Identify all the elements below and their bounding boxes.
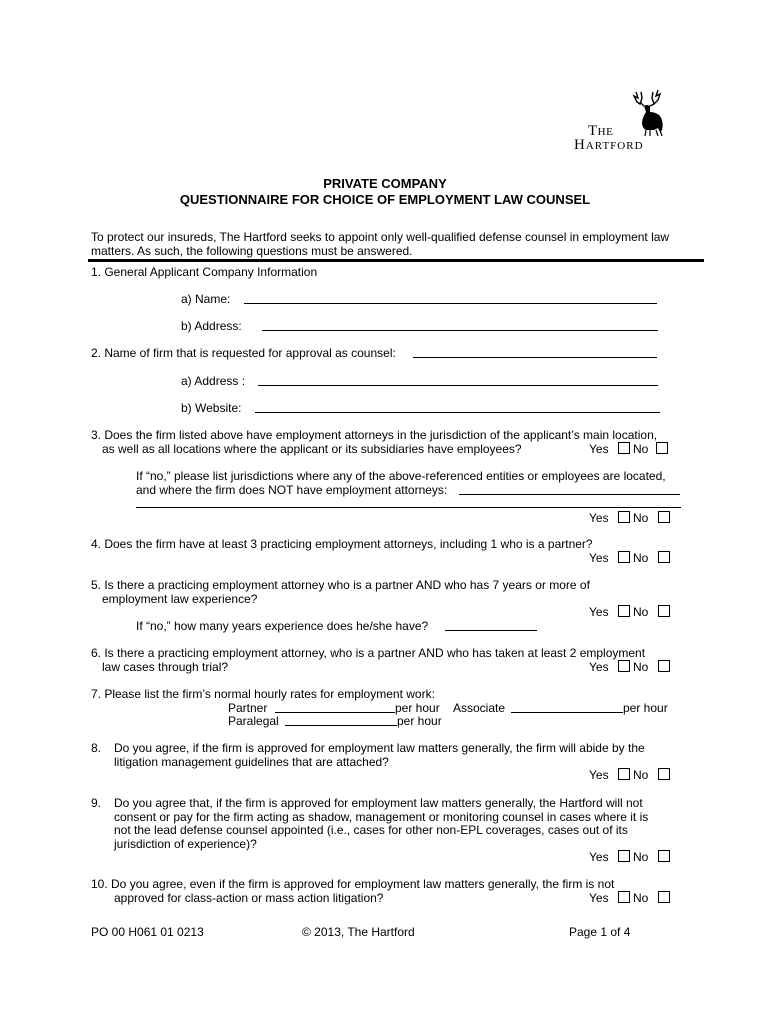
question-subtext: If “no,” please list jurisdictions where any of the above-referenced entities or employees are located, bbox=[136, 469, 666, 483]
no-label: No bbox=[633, 768, 649, 782]
yes-checkbox[interactable] bbox=[618, 442, 630, 454]
copyright: © 2013, The Hartford bbox=[302, 925, 415, 939]
question-text: 4. Does the firm have at least 3 practicing employment attorneys, including 1 who is a partner? bbox=[91, 537, 593, 551]
no-label: No bbox=[633, 551, 649, 565]
jurisdictions-field[interactable] bbox=[459, 494, 680, 495]
address-field[interactable] bbox=[262, 330, 658, 331]
yes-checkbox[interactable] bbox=[618, 605, 630, 617]
field-label: a) Name: bbox=[181, 292, 231, 306]
no-checkbox[interactable] bbox=[658, 660, 670, 672]
no-checkbox[interactable] bbox=[658, 551, 670, 563]
partner-rate-field[interactable] bbox=[275, 712, 395, 713]
no-label: No bbox=[633, 660, 649, 674]
rate-label-associate: Associate bbox=[453, 701, 506, 715]
no-label: No bbox=[633, 511, 649, 525]
question-text: 6. Is there a practicing employment attorney, who is a partner AND who has taken at least 2 employment bbox=[91, 646, 646, 660]
no-checkbox[interactable] bbox=[658, 511, 670, 523]
question-text: as well as all locations where the applicant or its subsidiaries have employees? bbox=[102, 442, 522, 456]
question-text: not the lead defense counsel appointed (i.e., cases for other non-EPL coverages, cases out of its bbox=[114, 823, 628, 837]
field-label: b) Website: bbox=[181, 401, 242, 415]
field-label: a) Address : bbox=[181, 374, 246, 388]
rate-label-partner: Partner bbox=[228, 701, 268, 715]
yes-label: Yes bbox=[589, 850, 609, 864]
no-checkbox[interactable] bbox=[656, 442, 668, 454]
question-text: employment law experience? bbox=[102, 592, 258, 606]
associate-rate-field[interactable] bbox=[511, 712, 623, 713]
question-number: 9. bbox=[91, 796, 102, 810]
section-divider bbox=[88, 259, 704, 262]
yes-label: Yes bbox=[589, 551, 609, 565]
per-hour-label: per hour bbox=[397, 714, 442, 728]
intro-text: matters. As such, the following questions must be answered. bbox=[91, 244, 413, 258]
page-title: PRIVATE COMPANY bbox=[323, 176, 447, 191]
question-text: 5. Is there a practicing employment attorney who is a partner AND who has 7 years or more of bbox=[91, 578, 590, 592]
no-checkbox[interactable] bbox=[658, 850, 670, 862]
stag-icon bbox=[628, 88, 672, 138]
jurisdictions-field-line-2[interactable] bbox=[136, 507, 681, 508]
question-subtext: If “no,” how many years experience does he/she have? bbox=[136, 619, 429, 633]
question-label: 2. Name of firm that is requested for approval as counsel: bbox=[91, 346, 396, 360]
rate-label-paralegal: Paralegal bbox=[228, 714, 279, 728]
per-hour-label: per hour bbox=[395, 701, 440, 715]
page-number: Page 1 of 4 bbox=[569, 925, 631, 939]
no-label: No bbox=[633, 850, 649, 864]
no-label: No bbox=[633, 442, 649, 456]
no-label: No bbox=[633, 605, 649, 619]
yes-label: Yes bbox=[589, 768, 609, 782]
firm-address-field[interactable] bbox=[258, 385, 658, 386]
no-label: No bbox=[633, 891, 649, 905]
logo-line-hartford: Hartford bbox=[574, 137, 644, 153]
logo-line-the: The bbox=[588, 123, 614, 139]
yes-label: Yes bbox=[589, 605, 609, 619]
yes-checkbox[interactable] bbox=[618, 551, 630, 563]
no-checkbox[interactable] bbox=[658, 768, 670, 780]
firm-name-field[interactable] bbox=[413, 357, 657, 358]
yes-checkbox[interactable] bbox=[618, 891, 630, 903]
question-text: consent or pay for the firm acting as shadow, management or monitoring counsel in cases where it is bbox=[114, 810, 649, 824]
form-number: PO 00 H061 01 0213 bbox=[91, 925, 204, 939]
question-label: 1. General Applicant Company Information bbox=[91, 265, 318, 279]
paralegal-rate-field[interactable] bbox=[285, 725, 397, 726]
years-experience-field[interactable] bbox=[445, 630, 537, 631]
question-text: 7. Please list the firm’s normal hourly rates for employment work: bbox=[91, 687, 435, 701]
field-label: b) Address: bbox=[181, 319, 242, 333]
yes-checkbox[interactable] bbox=[618, 660, 630, 672]
intro-text: To protect our insureds, The Hartford seeks to appoint only well-qualified defense counsel in employment law bbox=[91, 230, 670, 244]
question-text: Do you agree that, if the firm is approved for employment law matters generally, the Hartford will not bbox=[114, 796, 643, 810]
question-text: litigation management guidelines that are attached? bbox=[114, 755, 389, 769]
yes-checkbox[interactable] bbox=[618, 850, 630, 862]
question-subtext: and where the firm does NOT have employment attorneys: bbox=[136, 483, 448, 497]
question-text: approved for class-action or mass action litigation? bbox=[114, 891, 384, 905]
yes-label: Yes bbox=[589, 511, 609, 525]
no-checkbox[interactable] bbox=[658, 605, 670, 617]
no-checkbox[interactable] bbox=[658, 891, 670, 903]
name-field[interactable] bbox=[244, 303, 657, 304]
firm-website-field[interactable] bbox=[255, 412, 660, 413]
yes-label: Yes bbox=[589, 442, 609, 456]
question-text: 10. Do you agree, even if the firm is approved for employment law matters generally, the firm is not bbox=[91, 877, 615, 891]
per-hour-label: per hour bbox=[623, 701, 668, 715]
question-number: 8. bbox=[91, 741, 102, 755]
yes-label: Yes bbox=[589, 891, 609, 905]
question-text: law cases through trial? bbox=[102, 660, 229, 674]
page-subtitle: QUESTIONNAIRE FOR CHOICE OF EMPLOYMENT LAW COUNSEL bbox=[179, 192, 591, 207]
question-text: Do you agree, if the firm is approved for employment law matters generally, the firm will abide by the bbox=[114, 741, 645, 755]
yes-checkbox[interactable] bbox=[618, 511, 630, 523]
yes-checkbox[interactable] bbox=[618, 768, 630, 780]
question-text: 3. Does the firm listed above have employment attorneys in the jurisdiction of the applicant’s main location, bbox=[91, 428, 658, 442]
question-text: jurisdiction of experience)? bbox=[114, 837, 257, 851]
yes-label: Yes bbox=[589, 660, 609, 674]
